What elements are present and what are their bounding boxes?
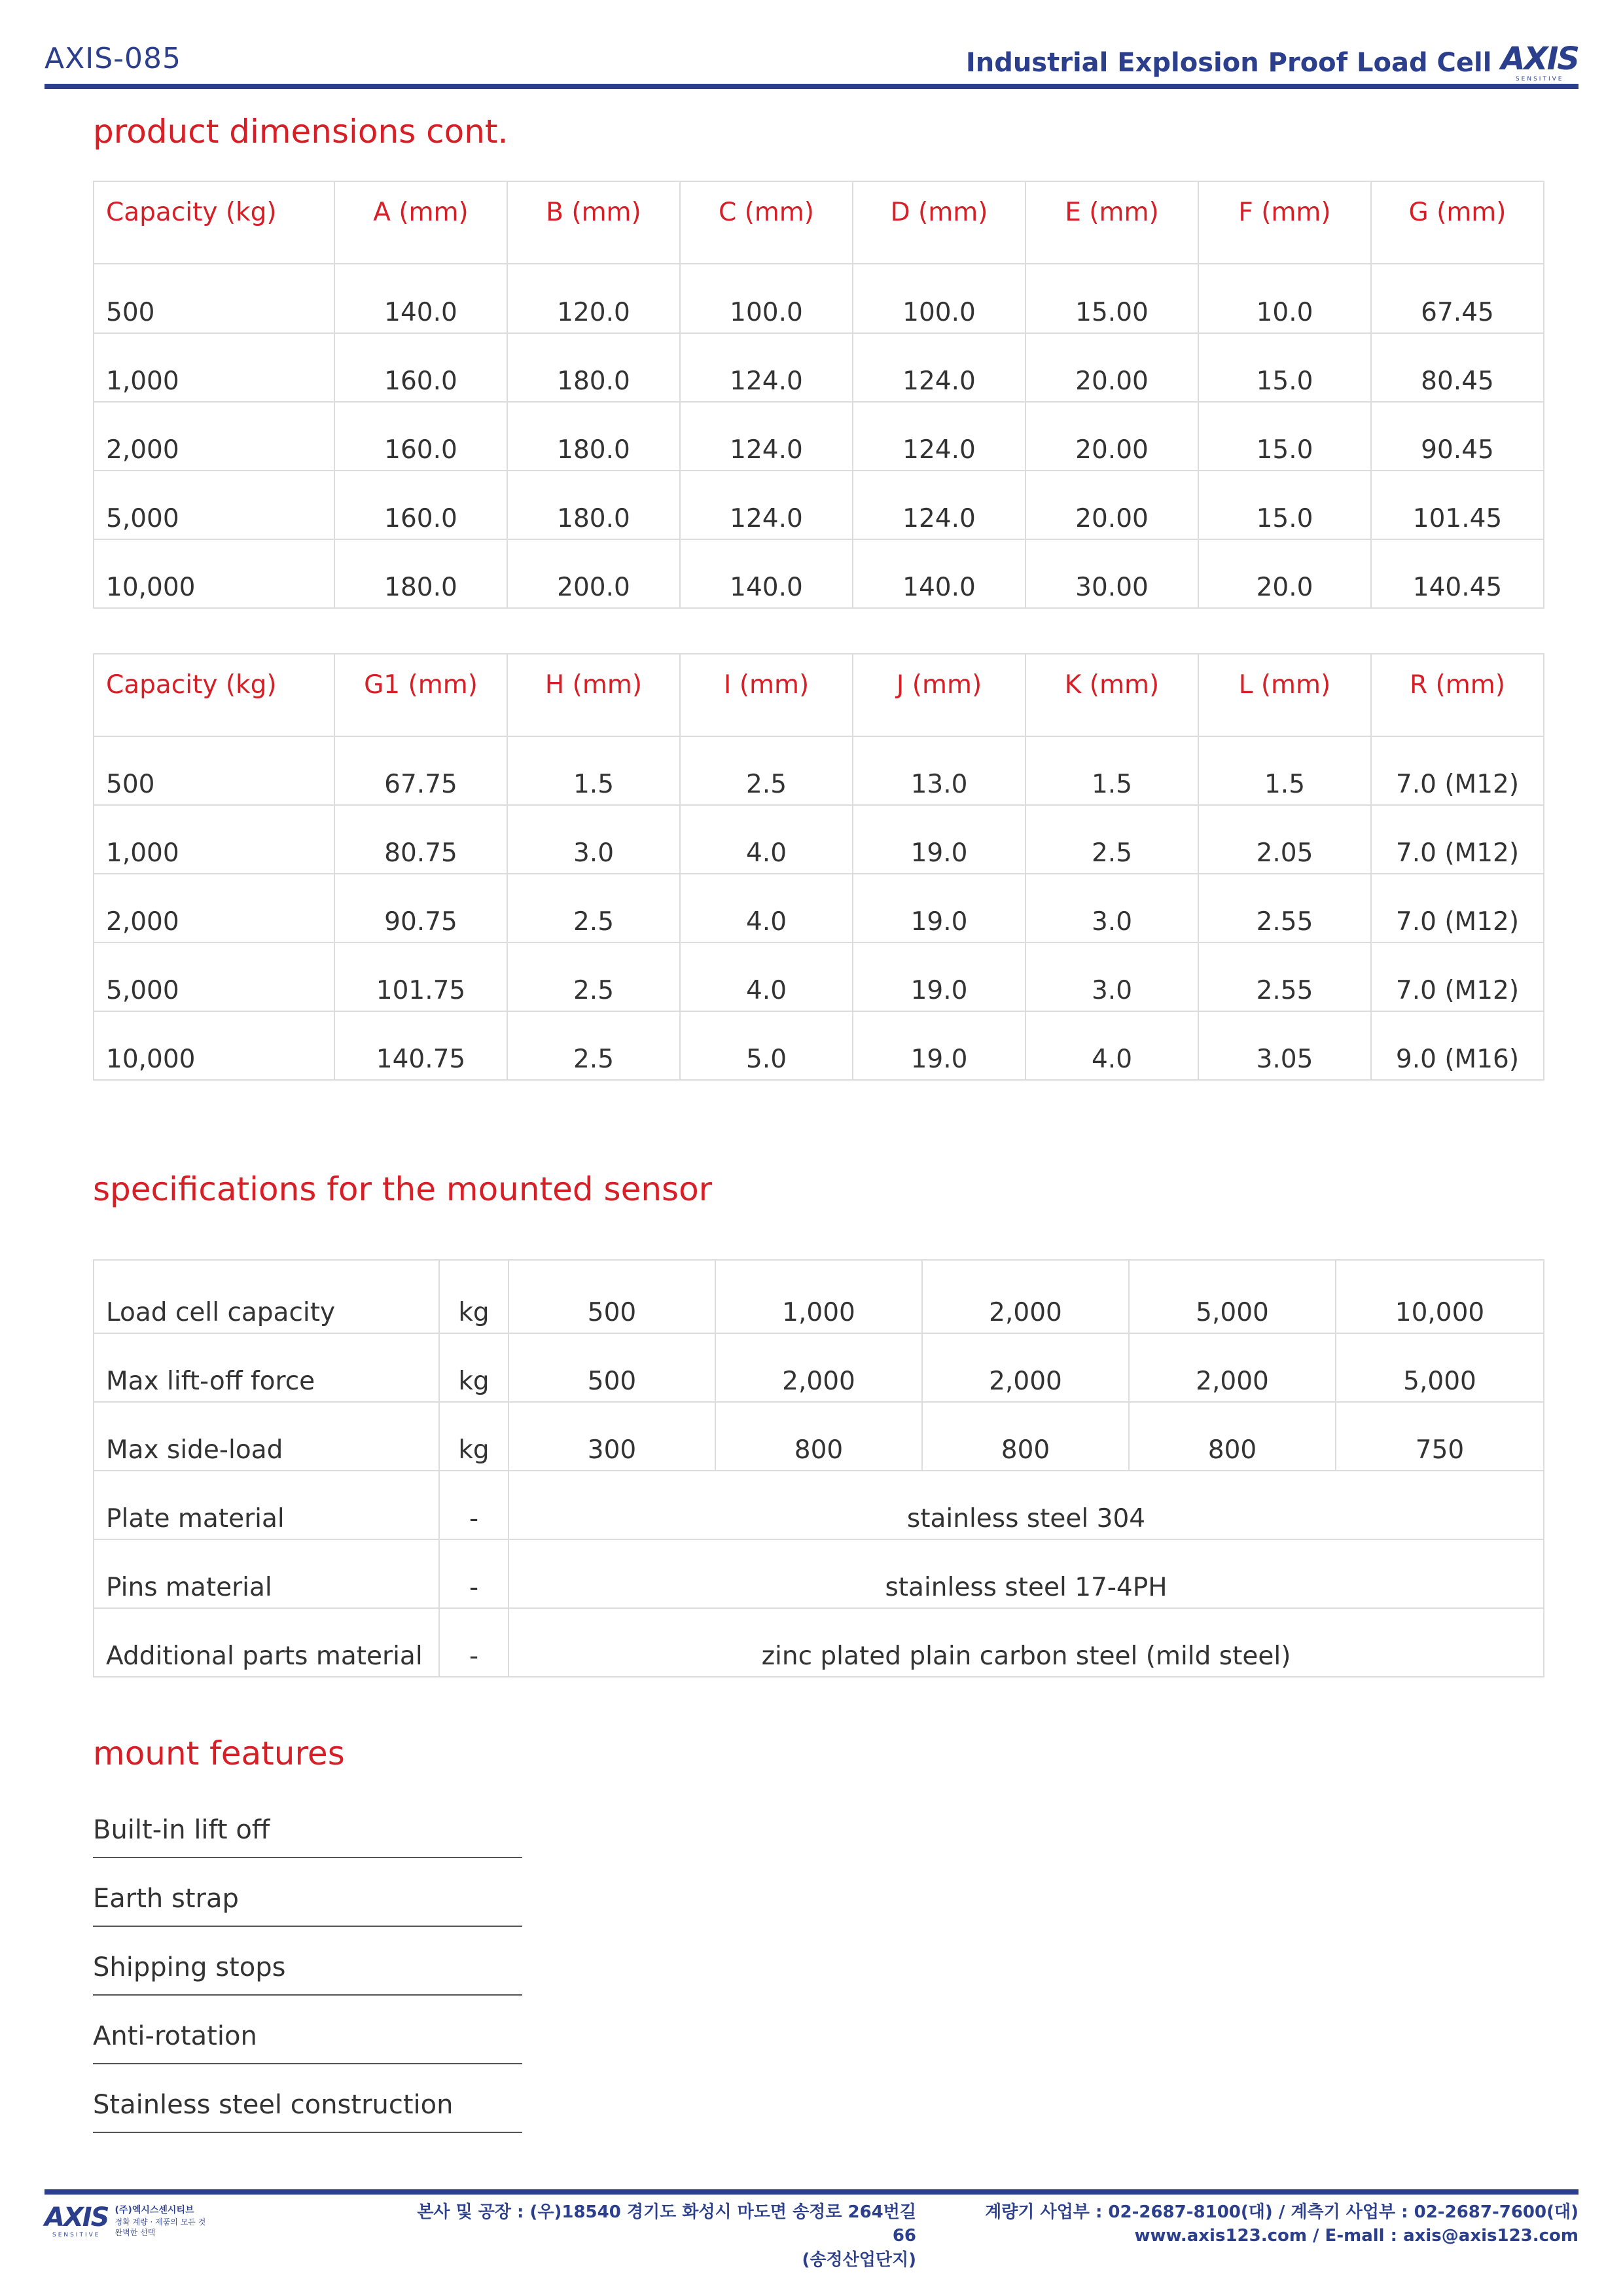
footer-brand xyxy=(45,2204,205,2238)
table-cell: 140.45 xyxy=(1371,539,1544,608)
table-cell: 124.0 xyxy=(853,471,1026,539)
footer-address xyxy=(406,2200,916,2272)
footer-logo-wordmark: AXIS xyxy=(45,2202,109,2233)
logo-wordmark: AXIS xyxy=(1501,41,1578,77)
feature-item: Built-in lift off xyxy=(93,1791,522,1858)
table-cell: 19.0 xyxy=(853,1011,1026,1080)
table-cell: 124.0 xyxy=(853,333,1026,402)
table-cell: 124.0 xyxy=(680,471,853,539)
column-header: R (mm) xyxy=(1371,654,1544,736)
table-cell: 10,000 xyxy=(94,539,334,608)
table-cell: 19.0 xyxy=(853,874,1026,942)
table-header-row xyxy=(94,181,1544,264)
table-cell: 5,000 xyxy=(94,471,334,539)
spec-unit: kg xyxy=(439,1402,508,1471)
table-cell: 160.0 xyxy=(334,402,507,471)
table-cell: 15.0 xyxy=(1198,471,1371,539)
table-cell: 3.0 xyxy=(507,805,680,874)
spec-value: 500 xyxy=(508,1260,715,1333)
table-cell: 7.0 (M12) xyxy=(1371,942,1544,1011)
table-cell: 4.0 xyxy=(680,874,853,942)
feature-item: Stainless steel construction xyxy=(93,2066,522,2133)
footer-logo-subtitle: SENSITIVE xyxy=(52,2232,101,2238)
spec-row xyxy=(94,1608,1544,1677)
spec-label: Max side-load xyxy=(94,1402,439,1471)
table-row xyxy=(94,942,1544,1011)
spec-row xyxy=(94,1260,1544,1333)
table-cell: 90.75 xyxy=(334,874,507,942)
table-row xyxy=(94,736,1544,805)
table-cell: 19.0 xyxy=(853,942,1026,1011)
table-cell: 4.0 xyxy=(1026,1011,1198,1080)
table-cell: 500 xyxy=(94,736,334,805)
table-cell: 1.5 xyxy=(507,736,680,805)
column-header: I (mm) xyxy=(680,654,853,736)
footer-contact-phones: 계량기 사업부 : 02-2687-8100(대) / 계측기 사업부 : 02-2687-7600(대) xyxy=(985,2202,1578,2222)
table-cell: 160.0 xyxy=(334,333,507,402)
footer-company-tagline-1: 정확 계량 · 제품의 모든 것 xyxy=(115,2217,206,2227)
spec-merged-value: stainless steel 17-4PH xyxy=(508,1539,1544,1608)
column-header: K (mm) xyxy=(1026,654,1198,736)
footer-address-line-2: (송정산업단지) xyxy=(802,2250,916,2270)
document-title: Industrial Explosion Proof Load Cell xyxy=(965,48,1492,78)
table-row xyxy=(94,471,1544,539)
table-cell: 80.45 xyxy=(1371,333,1544,402)
table-cell: 140.75 xyxy=(334,1011,507,1080)
table-cell: 1.5 xyxy=(1198,736,1371,805)
table-header-row xyxy=(94,654,1544,736)
table-cell: 180.0 xyxy=(334,539,507,608)
table-cell: 180.0 xyxy=(507,471,680,539)
spec-value: 1,000 xyxy=(715,1260,922,1333)
spec-unit: - xyxy=(439,1539,508,1608)
table-row xyxy=(94,402,1544,471)
spec-value: 800 xyxy=(922,1402,1129,1471)
table-cell: 7.0 (M12) xyxy=(1371,805,1544,874)
column-header: G (mm) xyxy=(1371,181,1544,264)
spec-value: 300 xyxy=(508,1402,715,1471)
column-header: Capacity (kg) xyxy=(94,181,334,264)
table-cell: 30.00 xyxy=(1026,539,1198,608)
footer-contact xyxy=(985,2200,1578,2248)
table-cell: 2,000 xyxy=(94,874,334,942)
feature-item: Shipping stops xyxy=(93,1928,522,1996)
table-cell: 200.0 xyxy=(507,539,680,608)
spec-value: 5,000 xyxy=(1129,1260,1336,1333)
table-cell: 124.0 xyxy=(680,402,853,471)
table-cell: 124.0 xyxy=(853,402,1026,471)
table-cell: 3.05 xyxy=(1198,1011,1371,1080)
table-cell: 120.0 xyxy=(507,264,680,333)
table-cell: 7.0 (M12) xyxy=(1371,736,1544,805)
table-cell: 9.0 (M16) xyxy=(1371,1011,1544,1080)
table-cell: 101.75 xyxy=(334,942,507,1011)
column-header: L (mm) xyxy=(1198,654,1371,736)
table-cell: 15.0 xyxy=(1198,333,1371,402)
feature-item: Earth strap xyxy=(93,1859,522,1927)
column-header: G1 (mm) xyxy=(334,654,507,736)
column-header: E (mm) xyxy=(1026,181,1198,264)
footer-divider xyxy=(45,2189,1578,2195)
table-cell: 90.45 xyxy=(1371,402,1544,471)
spec-value: 2,000 xyxy=(922,1333,1129,1402)
table-row xyxy=(94,539,1544,608)
column-header: B (mm) xyxy=(507,181,680,264)
table-cell: 500 xyxy=(94,264,334,333)
table-row xyxy=(94,805,1544,874)
spec-label: Max lift-off force xyxy=(94,1333,439,1402)
spec-unit: - xyxy=(439,1608,508,1677)
table-cell: 1,000 xyxy=(94,333,334,402)
table-cell: 3.0 xyxy=(1026,874,1198,942)
table-cell: 140.0 xyxy=(680,539,853,608)
table-cell: 2.5 xyxy=(1026,805,1198,874)
table-cell: 100.0 xyxy=(680,264,853,333)
dimensions-table-2 xyxy=(93,653,1544,1081)
footer-company-block xyxy=(115,2204,206,2238)
spec-row xyxy=(94,1333,1544,1402)
column-header: D (mm) xyxy=(853,181,1026,264)
column-header: A (mm) xyxy=(334,181,507,264)
spec-merged-value: stainless steel 304 xyxy=(508,1471,1544,1539)
dimensions-table-1 xyxy=(93,181,1544,609)
spec-value: 10,000 xyxy=(1336,1260,1544,1333)
spec-value: 500 xyxy=(508,1333,715,1402)
table-cell: 10.0 xyxy=(1198,264,1371,333)
table-row xyxy=(94,1011,1544,1080)
spec-row xyxy=(94,1402,1544,1471)
table-cell: 10,000 xyxy=(94,1011,334,1080)
table-cell: 2.5 xyxy=(507,874,680,942)
table-cell: 140.0 xyxy=(853,539,1026,608)
table-cell: 160.0 xyxy=(334,471,507,539)
spec-value: 750 xyxy=(1336,1402,1544,1471)
spec-value: 2,000 xyxy=(922,1260,1129,1333)
table-cell: 3.0 xyxy=(1026,942,1198,1011)
table-cell: 20.0 xyxy=(1198,539,1371,608)
table-cell: 1,000 xyxy=(94,805,334,874)
table-cell: 5.0 xyxy=(680,1011,853,1080)
footer-address-line-1: 본사 및 공장 : (우)18540 경기도 화성시 마도면 송정로 264번길 66 xyxy=(417,2202,916,2246)
table-cell: 5,000 xyxy=(94,942,334,1011)
header-divider xyxy=(45,84,1578,89)
spec-label: Load cell capacity xyxy=(94,1260,439,1333)
table-cell: 4.0 xyxy=(680,805,853,874)
section-title-specs: specifications for the mounted sensor xyxy=(93,1170,713,1208)
column-header: H (mm) xyxy=(507,654,680,736)
spec-value: 2,000 xyxy=(1129,1333,1336,1402)
section-title-dimensions: product dimensions cont. xyxy=(93,113,508,151)
spec-unit: kg xyxy=(439,1333,508,1402)
column-header: J (mm) xyxy=(853,654,1026,736)
spec-value: 2,000 xyxy=(715,1333,922,1402)
table-cell: 140.0 xyxy=(334,264,507,333)
table-cell: 15.0 xyxy=(1198,402,1371,471)
logo-subtitle: SENSITIVE xyxy=(1515,76,1564,82)
table-cell: 1.5 xyxy=(1026,736,1198,805)
table-cell: 124.0 xyxy=(680,333,853,402)
table-cell: 2.55 xyxy=(1198,874,1371,942)
table-cell: 2.5 xyxy=(507,1011,680,1080)
spec-label: Plate material xyxy=(94,1471,439,1539)
footer-company-name: (주)엑시스센시티브 xyxy=(115,2205,194,2216)
table-cell: 20.00 xyxy=(1026,402,1198,471)
spec-merged-value: zinc plated plain carbon steel (mild steel) xyxy=(508,1608,1544,1677)
column-header: Capacity (kg) xyxy=(94,654,334,736)
table-cell: 180.0 xyxy=(507,333,680,402)
table-row xyxy=(94,874,1544,942)
table-cell: 80.75 xyxy=(334,805,507,874)
spec-unit: - xyxy=(439,1471,508,1539)
table-cell: 7.0 (M12) xyxy=(1371,874,1544,942)
table-cell: 67.45 xyxy=(1371,264,1544,333)
spec-value: 800 xyxy=(1129,1402,1336,1471)
table-cell: 101.45 xyxy=(1371,471,1544,539)
spec-unit: kg xyxy=(439,1260,508,1333)
footer-company-tagline-2: 완벽한 선택 xyxy=(115,2228,156,2238)
table-cell: 2.5 xyxy=(507,942,680,1011)
table-cell: 100.0 xyxy=(853,264,1026,333)
spec-value: 5,000 xyxy=(1336,1333,1544,1402)
spec-value: 800 xyxy=(715,1402,922,1471)
table-cell: 67.75 xyxy=(334,736,507,805)
specifications-table xyxy=(93,1259,1544,1677)
spec-row xyxy=(94,1539,1544,1608)
table-cell: 15.00 xyxy=(1026,264,1198,333)
feature-item: Anti-rotation xyxy=(93,1997,522,2064)
column-header: F (mm) xyxy=(1198,181,1371,264)
table-row xyxy=(94,333,1544,402)
spec-label: Pins material xyxy=(94,1539,439,1608)
spec-row xyxy=(94,1471,1544,1539)
table-cell: 20.00 xyxy=(1026,471,1198,539)
table-cell: 2.55 xyxy=(1198,942,1371,1011)
table-cell: 20.00 xyxy=(1026,333,1198,402)
table-cell: 2.5 xyxy=(680,736,853,805)
table-cell: 2,000 xyxy=(94,402,334,471)
footer-contact-web: www.axis123.com / E-mall : axis@axis123.com xyxy=(1134,2226,1578,2246)
table-cell: 19.0 xyxy=(853,805,1026,874)
header-brand xyxy=(966,43,1578,82)
section-title-features: mount features xyxy=(93,1734,345,1772)
footer-axis-logo xyxy=(45,2204,109,2238)
table-cell: 13.0 xyxy=(853,736,1026,805)
axis-logo xyxy=(1501,43,1578,82)
table-cell: 180.0 xyxy=(507,402,680,471)
model-number: AXIS-085 xyxy=(45,42,182,75)
column-header: C (mm) xyxy=(680,181,853,264)
spec-label: Additional parts material xyxy=(94,1608,439,1677)
table-cell: 4.0 xyxy=(680,942,853,1011)
table-cell: 2.05 xyxy=(1198,805,1371,874)
table-row xyxy=(94,264,1544,333)
